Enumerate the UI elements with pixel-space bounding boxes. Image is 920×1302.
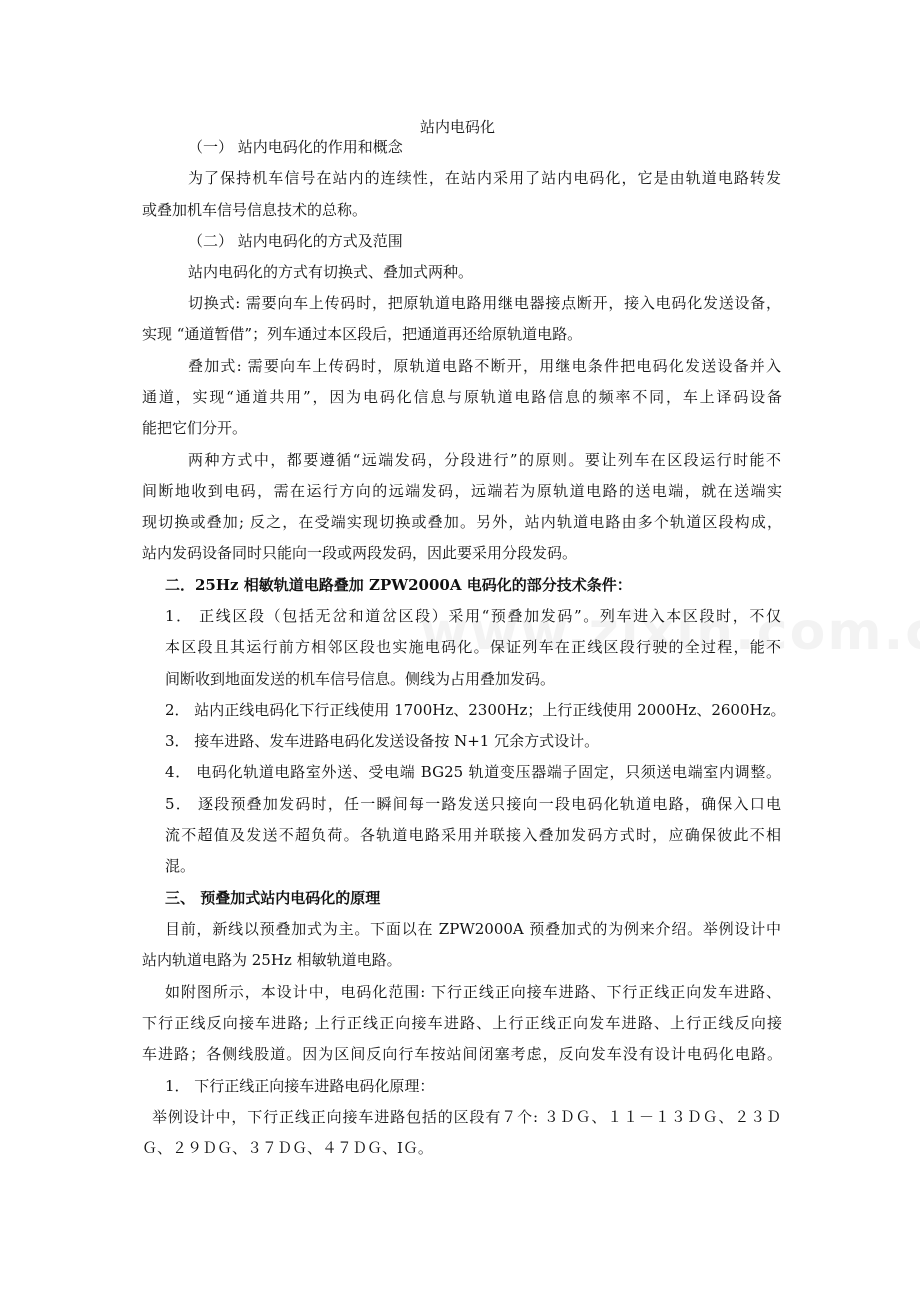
paragraph-line: 举例设计中，下行正线正向接车进路包括的区段有７个: ３ＤＧ、１１－１３ＤＧ、２３Ｄ: [152, 1108, 781, 1126]
paragraph-line: 为了保持机车信号在站内的连续性，在站内采用了站内电码化，它是由轨道电路转发: [188, 169, 781, 187]
section-heading: （二） 站内电码化的方式及范围: [188, 232, 403, 250]
document-title: 站内电码化: [419, 118, 495, 136]
paragraph-line: 叠加式: 需要向车上传码时，原轨道电路不断开，用继电条件把电码化发送设备并入: [188, 357, 781, 375]
paragraph-line: 站内发码设备同时只能向一段或两段发码，因此要采用分段发码。: [142, 544, 578, 562]
paragraph-line: 目前，新线以预叠加式为主。下面以在 ZPW2000A 预叠加式的为例来介绍。举例设计中: [165, 920, 781, 938]
section-heading: 三、 预叠加式站内电码化的原理: [165, 889, 381, 907]
list-item-continuation: 混。: [165, 857, 196, 875]
section-heading: （一） 站内电码化的作用和概念: [188, 138, 403, 156]
paragraph-line: 切换式: 需要向车上传码时，把原轨道电路用继电器接点断开，接入电码化发送设备，: [188, 294, 781, 312]
paragraph-line: 下行正线反向接车进路; 上行正线正向接车进路、上行正线正向发车进路、上行正线反向接: [142, 1014, 782, 1032]
list-item: 2． 站内正线电码化下行正线使用 1700Hz、2300Hz；上行正线使用 2000Hz、2600Hz。: [165, 701, 786, 719]
paragraph-line: 如附图所示，本设计中，电码化范围: 下行正线正向接车进路、下行正线正向发车进路、: [165, 983, 781, 1001]
paragraph-line: 通道，实现“通道共用”，因为电码化信息与原轨道电路信息的频率不同，车上译码设备: [142, 388, 782, 406]
paragraph-line: 站内轨道电路为 25Hz 相敏轨道电路。: [142, 951, 402, 969]
paragraph-line: 间断地收到电码，需在运行方向的远端发码，远端若为原轨道电路的送电端，就在送端实: [142, 482, 782, 500]
list-item: 4． 电码化轨道电路室外送、受电端 BG25 轨道变压器端子固定，只须送电端室内调整。: [165, 763, 781, 781]
list-item-continuation: 本区段且其运行前方相邻区段也实施电码化。保证列车在正线区段行驶的全过程，能不: [165, 638, 781, 656]
section-heading: 二．25Hz 相敏轨道电路叠加 ZPW2000A 电码化的部分技术条件：: [165, 576, 632, 594]
paragraph-line: 能把它们分开。: [142, 419, 248, 437]
list-item: 1． 正线区段（包括无岔和道岔区段）采用“预叠加发码”。列车进入本区段时，不仅: [165, 607, 781, 625]
paragraph-line: 或叠加机车信号信息技术的总称。: [142, 201, 368, 219]
list-item-continuation: 流不超值及发送不超负荷。各轨道电路采用并联接入叠加发码方式时，应确保彼此不相: [165, 826, 781, 844]
paragraph-line: 车进路；各侧线股道。因为区间反向行车按站间闭塞考虑，反向发车没有设计电码化电路。: [142, 1045, 782, 1063]
paragraph-line: Ｇ、２９ＤＧ、３７ＤＧ、４７ＤＧ、ⅠＧ。: [142, 1139, 433, 1157]
list-item: 1． 下行正线正向接车进路电码化原理：: [165, 1077, 435, 1095]
paragraph-line: 两种方式中，都要遵循“远端发码，分段进行”的原则。要让列车在区段运行时能不: [188, 451, 781, 469]
list-item: 5． 逐段预叠加发码时，任一瞬间每一路发送只接向一段电码化轨道电路，确保入口电: [165, 795, 781, 813]
paragraph-line: 实现 “通道暂借”；列车通过本区段后，把通道再还给原轨道电路。: [142, 325, 583, 343]
list-item-continuation: 间断收到地面发送的机车信号信息。侧线为占用叠加发码。: [165, 670, 556, 688]
paragraph-line: 现切换或叠加; 反之，在受端实现切换或叠加。另外，站内轨道电路由多个轨道区段构成，: [142, 513, 782, 531]
list-item: 3． 接车进路、发车进路电码化发送设备按 N+1 冗余方式设计。: [165, 732, 600, 750]
paragraph-line: 站内电码化的方式有切换式、叠加式两种。: [188, 263, 474, 281]
